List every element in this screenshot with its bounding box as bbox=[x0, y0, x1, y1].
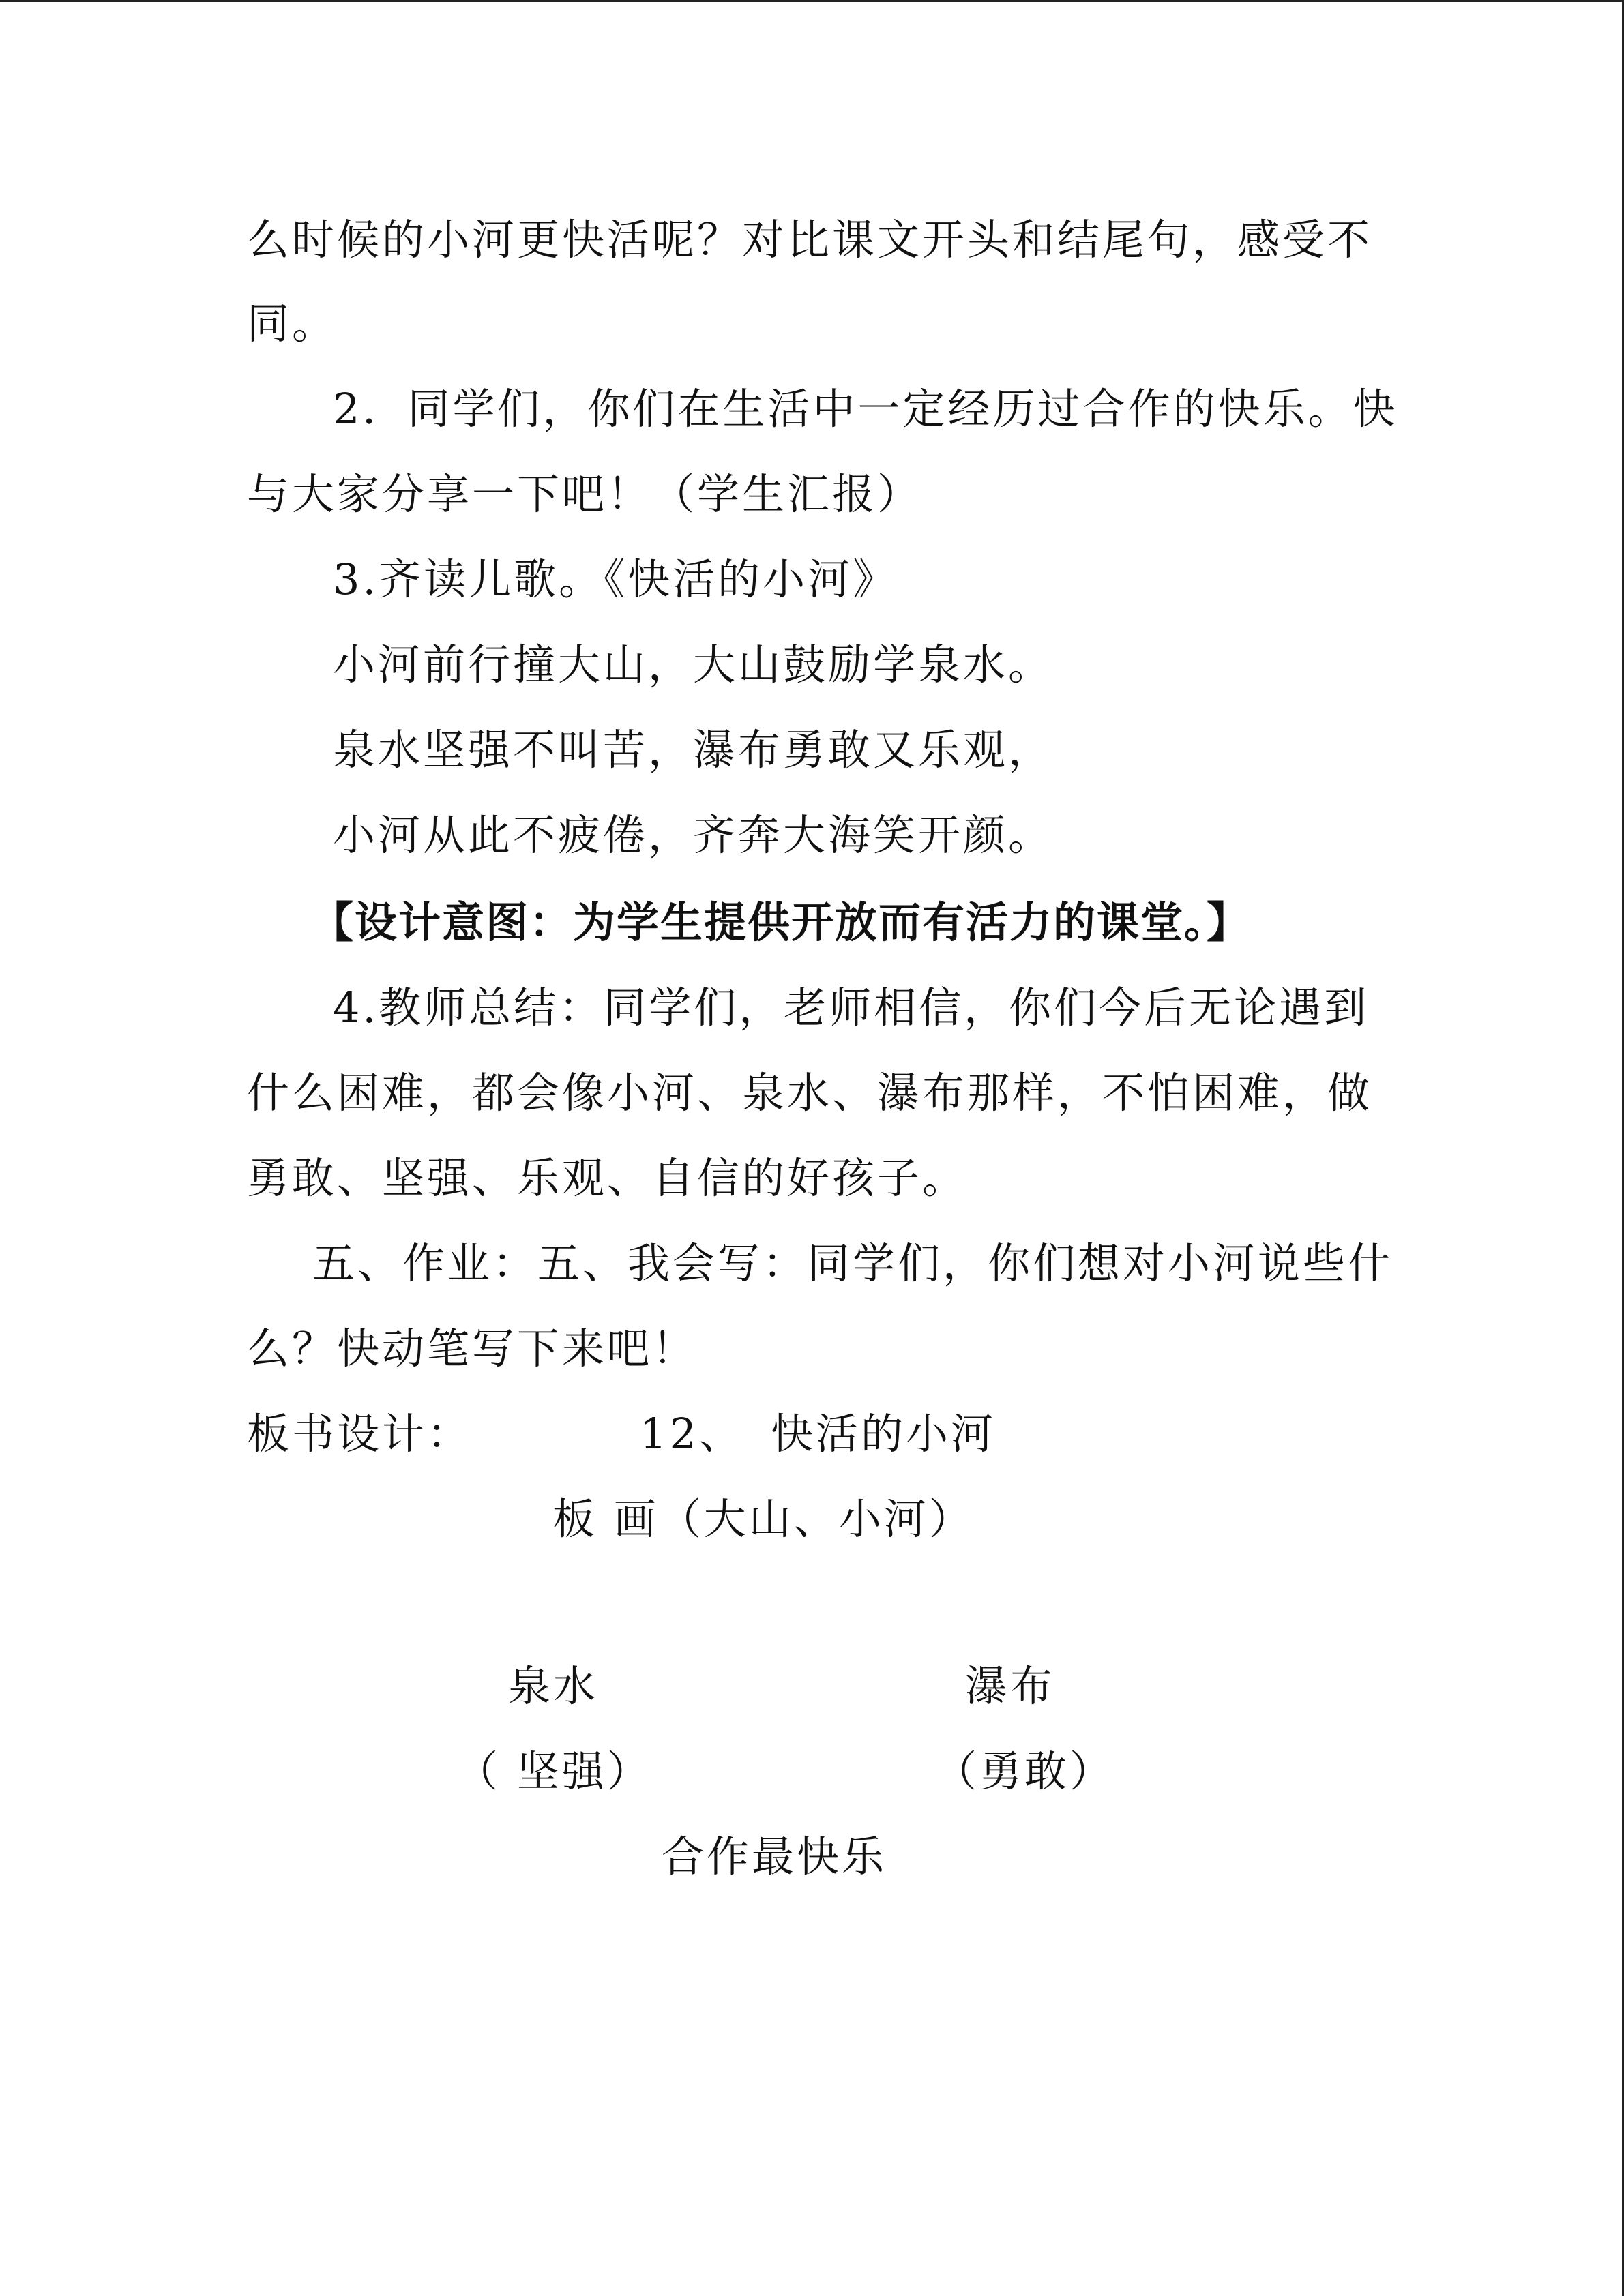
design-intent-note: 【设计意图：为学生提供开放而有活力的课堂。】 bbox=[311, 897, 1251, 947]
poem-line: 小河前行撞大山，大山鼓励学泉水。 bbox=[333, 640, 1054, 689]
paragraph-line: 与大家分享一下吧！（学生汇报） bbox=[247, 469, 923, 519]
poem-line: 小河从此不疲倦，齐奔大海笑开颜。 bbox=[333, 810, 1054, 860]
paragraph-line: 4.教师总结：同学们，老师相信，你们今后无论遇到 bbox=[333, 983, 1370, 1032]
paragraph-line: 2．同学们，你们在生活中一定经历过合作的快乐。快 bbox=[333, 384, 1398, 434]
homework-line: 五、作业：五、我会写：同学们，你们想对小河说些什 bbox=[312, 1238, 1393, 1288]
board-design-label: 板书设计： bbox=[247, 1409, 473, 1459]
board-left-quality: （ 坚强） bbox=[456, 1746, 652, 1796]
board-right-word: 瀑布 bbox=[965, 1661, 1056, 1711]
board-left-word: 泉水 bbox=[508, 1661, 599, 1711]
paragraph-line: 么时候的小河更快活呢？对比课文开头和结尾句，感受不 bbox=[247, 215, 1373, 265]
lesson-number: 12、 bbox=[640, 1409, 744, 1459]
page-top-border bbox=[0, 0, 1624, 2]
paragraph-line: 勇敢、坚强、乐观、自信的好孩子。 bbox=[247, 1153, 968, 1203]
board-conclusion: 合作最快乐 bbox=[662, 1832, 887, 1881]
board-drawing-note: 板 画（大山、小河） bbox=[552, 1494, 974, 1544]
board-right-quality: （勇敢） bbox=[934, 1746, 1115, 1796]
homework-line: 么？快动笔写下来吧！ bbox=[247, 1324, 698, 1373]
paragraph-line: 什么困难，都会像小河、泉水、瀑布那样，不怕困难，做 bbox=[247, 1068, 1373, 1118]
paragraph-line: 同。 bbox=[247, 299, 338, 348]
board-title: 快活的小河 bbox=[771, 1409, 996, 1459]
paragraph-line: 3.齐读儿歌。《快活的小河》 bbox=[333, 554, 898, 604]
poem-line: 泉水坚强不叫苦，瀑布勇敢又乐观， bbox=[333, 725, 1054, 775]
